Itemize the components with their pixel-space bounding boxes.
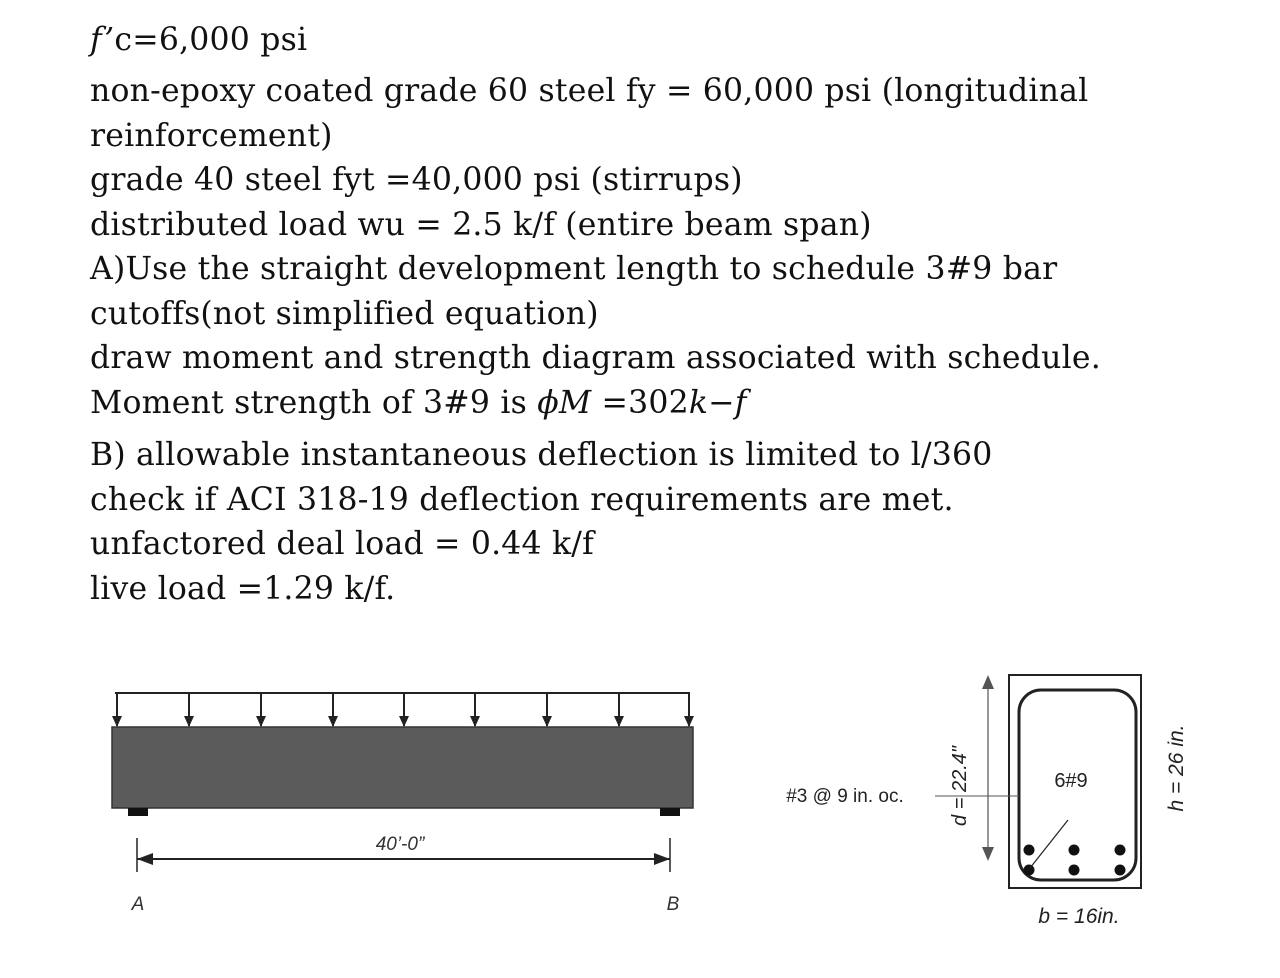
problem-line: non-epoxy coated grade 60 steel fy = 60,000 psi (longitudinal xyxy=(90,73,1089,109)
support-b-label: B xyxy=(666,894,680,915)
moment-prefix: Moment strength of 3#9 is xyxy=(90,384,538,421)
rebar xyxy=(1115,865,1126,876)
bars-leader-line xyxy=(1030,820,1068,868)
stirrup-label: #3 @ 9 in. oc. xyxy=(786,786,904,807)
height-label: h = 26 in. xyxy=(1165,724,1188,812)
depth-label: d = 22.4" xyxy=(949,746,971,826)
problem-line: grade 40 steel fyt =40,000 psi (stirrups) xyxy=(90,162,743,198)
part-b-line: unfactored deal load = 0.44 k/f xyxy=(90,526,594,562)
span-label: 40’-0” xyxy=(375,834,425,855)
depth-arrow-bottom xyxy=(982,847,994,861)
fc-value: c=6,000 psi xyxy=(114,22,308,58)
rebar xyxy=(1024,865,1035,876)
rebar xyxy=(1069,845,1080,856)
moment-suffix: =302 xyxy=(591,384,689,421)
problem-line: reinforcement) xyxy=(90,117,333,154)
fc-symbol: f’ xyxy=(90,22,115,58)
moment-symbol: ϕM xyxy=(537,384,592,421)
part-b-line: live load =1.29 k/f. xyxy=(90,570,396,607)
width-label: b = 16in. xyxy=(1038,905,1120,928)
problem-line: draw moment and strength diagram associated with schedule. xyxy=(90,340,1101,376)
rebar xyxy=(1069,865,1080,876)
rebar xyxy=(1024,845,1035,856)
bars-label: 6#9 xyxy=(1054,770,1088,792)
problem-line: A)Use the straight development length to schedule 3#9 bar xyxy=(90,251,1058,287)
depth-arrow-top xyxy=(982,675,994,689)
problem-line: distributed load wu = 2.5 k/f (entire beam span) xyxy=(90,206,872,243)
moment-unit: k−f xyxy=(688,384,747,421)
problem-line: cutoffs(not simplified equation) xyxy=(90,295,599,332)
part-b-line: B) allowable instantaneous deflection is limited to l/360 xyxy=(90,437,993,473)
rebar xyxy=(1115,845,1126,856)
part-b-line: check if ACI 318-19 deflection requirements are met. xyxy=(90,481,954,518)
support-a-label: A xyxy=(131,894,145,915)
